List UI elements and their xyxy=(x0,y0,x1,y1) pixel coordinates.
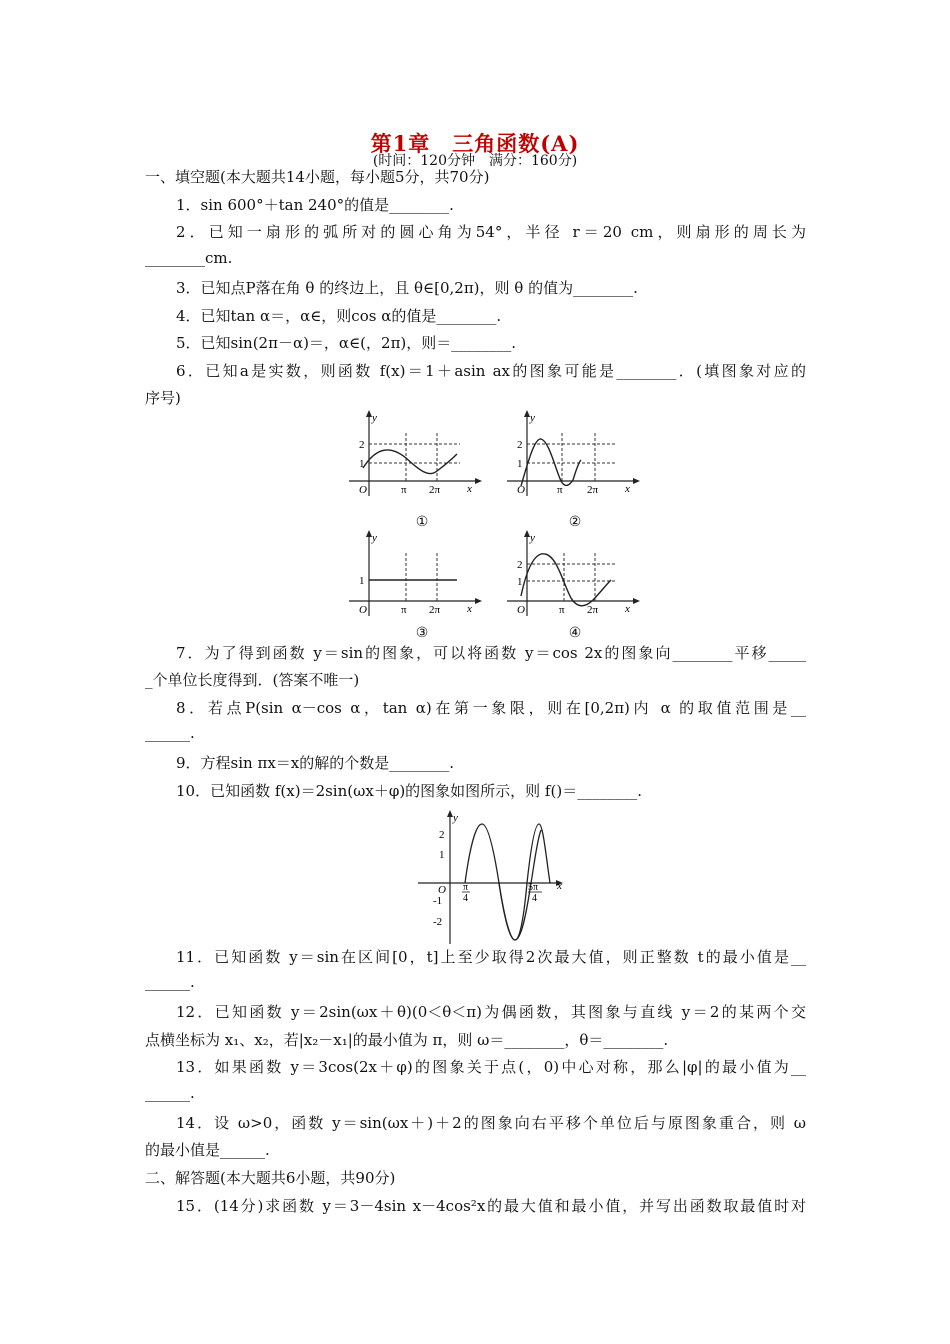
question-11-line1: 11．已知函数 y＝sin在区间[0，t]上至少取得2次最大值，则正整数 t的最小值是__ xyxy=(176,948,806,966)
fig10-xtick-right-num: 5π xyxy=(528,882,539,893)
graph-2-y-label: y xyxy=(530,412,535,424)
question-13-line2: ______. xyxy=(145,1084,195,1102)
graph-1-caption: ① xyxy=(415,514,429,530)
fig10-xtick-left-den: 4 xyxy=(463,893,468,904)
graph-3-tick-1: 1 xyxy=(359,575,365,587)
question-14-line2: 的最小值是______. xyxy=(145,1141,270,1159)
graph-4-tick-2pi: 2π xyxy=(587,604,599,616)
graph-2-tick-2pi: 2π xyxy=(587,484,599,496)
question-12-line2: 点横坐标为 x₁、x₂，若|x₂－x₁|的最小值为 π，则 ω＝________，θ＝________. xyxy=(145,1031,669,1049)
question-7-line1: 7．为了得到函数 y＝sin的图象，可以将函数 y＝cos 2x的图象向________平移_____ xyxy=(176,644,806,662)
question-10: 10．已知函数 f(x)＝2sin(ωx＋φ)的图象如图所示，则 f()＝________. xyxy=(176,782,642,800)
graph-4-tick-2: 2 xyxy=(517,559,523,571)
fig10-y-label: y xyxy=(453,812,458,824)
graph-4-tick-1: 1 xyxy=(517,576,523,588)
graph-2-origin: O xyxy=(517,484,525,496)
question-6-line2: 序号) xyxy=(145,389,181,407)
fig10-ytick-1: 1 xyxy=(439,849,445,861)
graph-3-tick-pi: π xyxy=(401,604,407,616)
question-3: 3．已知点P落在角 θ 的终边上，且 θ∈[0,2π)，则 θ 的值为________. xyxy=(176,279,638,297)
question-5: 5．已知sin(2π－α)＝，α∈(，2π)，则＝________. xyxy=(176,334,517,352)
question-13-line1: 13．如果函数 y＝3cos(2x＋φ)的图象关于点(，0)中心对称，那么|φ|的最小值为__ xyxy=(176,1058,806,1076)
graph-3-tick-2pi: 2π xyxy=(429,604,441,616)
page-title: 第1章 三角函数(A) xyxy=(370,131,580,156)
graph-3-caption: ③ xyxy=(415,625,429,641)
question-2-line2: ________cm. xyxy=(145,249,233,267)
section-solve-heading: 二、解答题(本大题共6小题，共90分) xyxy=(145,1169,396,1187)
graph-2-tick-2: 2 xyxy=(517,439,523,451)
question-11-line2: ______. xyxy=(145,973,195,991)
question-15: 15．(14分)求函数 y＝3－4sin x－4cos²x的最大值和最小值，并写出函数取最值时对 xyxy=(176,1197,806,1215)
graph-2-caption: ② xyxy=(568,514,582,530)
graph-2-x-label: x xyxy=(625,483,630,495)
fig10-xtick-left-num: π xyxy=(463,882,469,893)
question-6-line1: 6．已知a是实数，则函数 f(x)＝1＋asin ax的图象可能是________．(填图象对应的 xyxy=(176,362,806,380)
graph-3 xyxy=(345,528,485,618)
graph-1 xyxy=(345,408,485,498)
question-8-line1: 8．若点P(sin α－cos α，tan α)在第一象限，则在[0,2π)内 α 的取值范围是__ xyxy=(176,699,806,717)
graph-4-y-label: y xyxy=(530,532,535,544)
question-12-line1: 12．已知函数 y＝2sin(ωx＋θ)(0＜θ＜π)为偶函数，其图象与直线 y＝2的某两个交 xyxy=(176,1003,806,1021)
question-7-line2: _个单位长度得到．(答案不唯一) xyxy=(145,671,360,689)
fig10-ytick-2: 2 xyxy=(439,829,445,841)
question-9: 9．方程sin πx＝x的解的个数是________. xyxy=(176,754,455,772)
question-14-line1: 14．设 ω>0，函数 y＝sin(ωx＋)＋2的图象向右平移个单位后与原图象重合，则 ω xyxy=(176,1114,806,1132)
graph-1-origin: O xyxy=(359,484,367,496)
fig10-origin: O xyxy=(438,884,446,896)
section-fill-heading: 一、填空题(本大题共14小题，每小题5分，共70分) xyxy=(145,168,490,186)
question-1: 1．sin 600°＋tan 240°的值是________. xyxy=(176,196,454,214)
graph-1-x-label: x xyxy=(467,483,472,495)
graph-4 xyxy=(503,528,643,618)
graph-2 xyxy=(503,408,643,498)
question-8-line2: ______. xyxy=(145,724,195,742)
graph-3-origin: O xyxy=(359,604,367,616)
fig10-xtick-right-den: 4 xyxy=(532,893,537,904)
graph-4-x-label: x xyxy=(625,603,630,615)
graph-1-tick-1: 1 xyxy=(359,458,365,470)
graph-1-tick-2: 2 xyxy=(359,439,365,451)
graph-2-tick-pi: π xyxy=(557,484,563,496)
fig10-ytick-neg1: -1 xyxy=(433,895,443,907)
fig10-ytick-neg2: -2 xyxy=(433,916,443,928)
page-subtitle: (时间：120分钟 满分：160分) xyxy=(372,153,578,169)
graph-1-tick-pi: π xyxy=(401,484,407,496)
graph-3-x-label: x xyxy=(467,603,472,615)
graph-3-y-label: y xyxy=(372,532,377,544)
graph-2-tick-1: 1 xyxy=(517,458,523,470)
graph-4-caption: ④ xyxy=(568,625,582,641)
question-4: 4．已知tan α＝，α∈，则cos α的值是________. xyxy=(176,307,502,325)
question-2-line1: 2．已知一扇形的弧所对的圆心角为54°，半径 r＝20 cm，则扇形的周长为 xyxy=(176,223,806,241)
graph-1-y-label: y xyxy=(372,412,377,424)
graph-4-origin: O xyxy=(517,604,525,616)
graph-4-tick-pi: π xyxy=(559,604,565,616)
fig10-x-label: x xyxy=(557,880,562,892)
figure-q10 xyxy=(414,806,574,946)
graph-1-tick-2pi: 2π xyxy=(429,484,441,496)
